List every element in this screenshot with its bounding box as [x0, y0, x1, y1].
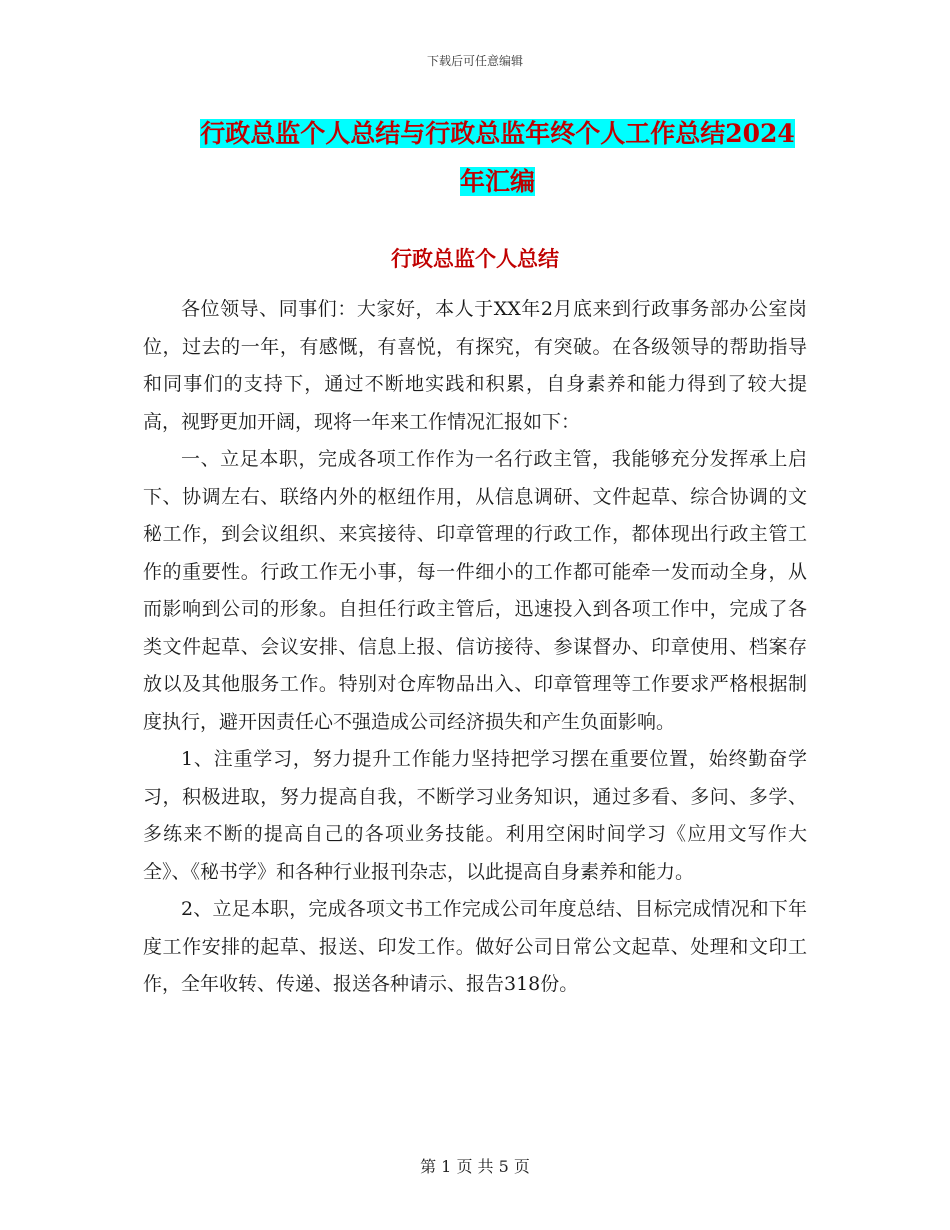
paragraph-section-one: 一、立足本职，完成各项工作作为一名行政主管，我能够充分发挥承上启下、协调左右、联络内外的枢纽作用，从信息调研、文件起草、综合协调的文秘工作，到会议组织、来宾接待、印章管理的行政工作，都体现出行政主管工作的重要性。行政工作无小事，每一件细小的工作都可能牵一发而动全身，从而影响到公司的形象。自担任行政主管后，迅速投入到各项工作中，完成了各类文件起草、会议安排、信息上报、信访接待、参谋督办、印章使用、档案存放以及其他服务工作。特别对仓库物品出入、印章管理等工作要求严格根据制度执行，避开因责任心不强造成公司经济损失和产生负面影响。 — [143, 448, 807, 733]
page-footer: 第 1 页 共 5 页 — [420, 1157, 530, 1176]
document-body — [143, 291, 807, 1004]
document-title-text: 行政总监个人总结与行政总监年终个人工作总结2024年汇编 — [200, 119, 795, 196]
paragraph-item-2: 2、立足本职，完成各项文书工作完成公司年度总结、目标完成情况和下年度工作安排的起草、报送、印发工作。做好公司日常公文起草、处理和文印工作，全年收转、传递、报送各种请示、报告318份。 — [143, 898, 807, 995]
paragraph-greeting: 各位领导、同事们：大家好，本人于XX年2月底来到行政事务部办公室岗位，过去的一年，有感慨，有喜悦，有探究，有突破。在各级领导的帮助指导和同事们的支持下，通过不断地实践和积累，自身素养和能力得到了较大提高，视野更加开阔，现将一年来工作情况汇报如下： — [143, 298, 807, 433]
section-heading: 行政总监个人总结 — [391, 246, 559, 271]
header-note: 下载后可任意编辑 — [426, 54, 523, 68]
paragraph-item-1: 1、注重学习，努力提升工作能力坚持把学习摆在重要位置，始终勤奋学习，积极进取，努力提高自我，不断学习业务知识，通过多看、多问、多学、多练来不断的提高自己的各项业务技能。利用空闲时间学习《应用文写作大全》、《秘书学》和各种行业报刊杂志，以此提高自身素养和能力。 — [143, 748, 807, 883]
document-title — [190, 110, 805, 206]
